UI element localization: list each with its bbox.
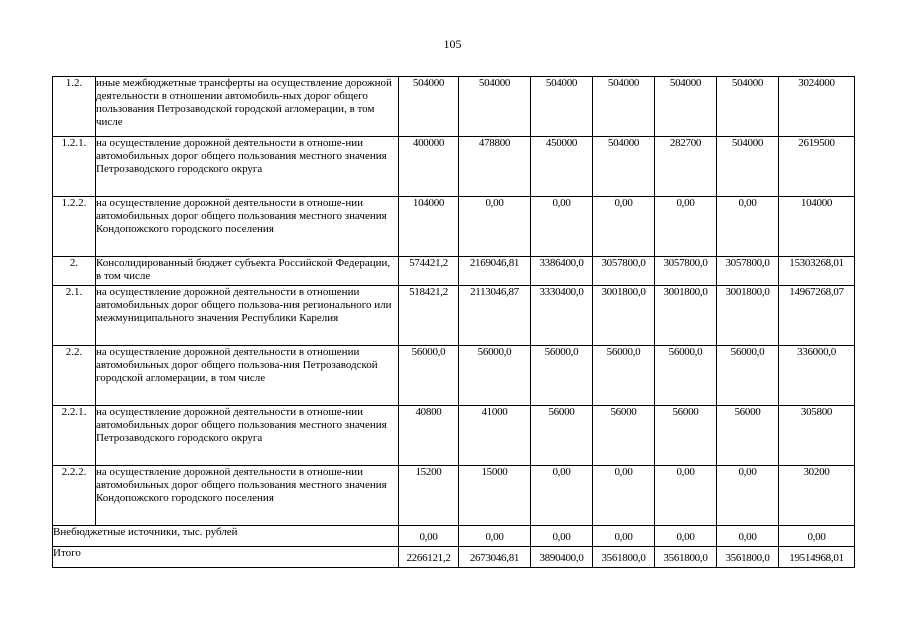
year-value: 3330400,0	[531, 286, 593, 346]
summary-total-value: 19514968,01	[779, 547, 855, 568]
year-value: 56000	[593, 406, 655, 466]
row-total-value: 15303268,01	[779, 257, 855, 286]
row-number: 1.2.1.	[53, 137, 96, 197]
row-description: Консолидированный бюджет субъекта Российской Федерации, в том числе	[96, 257, 399, 286]
row-number: 1.2.	[53, 77, 96, 137]
row-total-value: 14967268,07	[779, 286, 855, 346]
table-row	[53, 77, 855, 137]
summary-total-value: 0,00	[779, 526, 855, 547]
row-total-value: 2619500	[779, 137, 855, 197]
row-description: на осуществление дорожной деятельности в отноше-нии автомобильных дорог общего пользования местного значения Петрозаводского городского округа	[96, 406, 399, 466]
row-total-value: 3024000	[779, 77, 855, 137]
year-value: 15000	[459, 466, 531, 526]
year-value: 56000,0	[399, 346, 459, 406]
year-value: 56000	[655, 406, 717, 466]
summary-value: 2266121,2	[399, 547, 459, 568]
year-value: 0,00	[655, 197, 717, 257]
year-value: 3057800,0	[593, 257, 655, 286]
summary-row	[53, 547, 855, 568]
year-value: 0,00	[593, 197, 655, 257]
summary-label: Внебюджетные источники, тыс. рублей	[53, 526, 399, 547]
summary-value: 0,00	[655, 526, 717, 547]
page-number: 105	[443, 37, 462, 51]
year-value: 0,00	[717, 466, 779, 526]
year-value: 3001800,0	[655, 286, 717, 346]
year-value: 504000	[717, 77, 779, 137]
table-row	[53, 406, 855, 466]
year-value: 504000	[655, 77, 717, 137]
table-row	[53, 197, 855, 257]
year-value: 0,00	[459, 197, 531, 257]
year-value: 0,00	[717, 197, 779, 257]
year-value: 2113046,87	[459, 286, 531, 346]
year-value: 504000	[717, 137, 779, 197]
summary-value: 3561800,0	[655, 547, 717, 568]
year-value: 282700	[655, 137, 717, 197]
summary-value: 0,00	[717, 526, 779, 547]
year-value: 56000	[717, 406, 779, 466]
row-description: на осуществление дорожной деятельности в отноше-нии автомобильных дорог общего пользования местного значения Кондопожского городского поселения	[96, 197, 399, 257]
year-value: 56000,0	[531, 346, 593, 406]
row-number: 2.1.	[53, 286, 96, 346]
row-description: на осуществление дорожной деятельности в отношении автомобильных дорог общего пользова-ния регионального или межмуниципального значения Республики Карелия	[96, 286, 399, 346]
year-value: 41000	[459, 406, 531, 466]
year-value: 0,00	[593, 466, 655, 526]
row-number: 2.2.1.	[53, 406, 96, 466]
year-value: 56000,0	[717, 346, 779, 406]
row-description: на осуществление дорожной деятельности в отноше-нии автомобильных дорог общего пользования местного значения Петрозаводского городского округа	[96, 137, 399, 197]
row-total-value: 30200	[779, 466, 855, 526]
year-value: 56000,0	[655, 346, 717, 406]
row-number: 1.2.2.	[53, 197, 96, 257]
budget-table	[52, 76, 855, 568]
year-value: 0,00	[531, 466, 593, 526]
year-value: 478800	[459, 137, 531, 197]
year-value: 504000	[593, 77, 655, 137]
row-number: 2.2.2.	[53, 466, 96, 526]
summary-value: 0,00	[593, 526, 655, 547]
summary-value: 0,00	[399, 526, 459, 547]
row-total-value: 104000	[779, 197, 855, 257]
row-description: на осуществление дорожной деятельности в отношении автомобильных дорог общего пользова-ния Петрозаводской городской агломерации, в том числе	[96, 346, 399, 406]
year-value: 574421,2	[399, 257, 459, 286]
summary-value: 0,00	[531, 526, 593, 547]
summary-value: 3890400,0	[531, 547, 593, 568]
summary-value: 2673046,81	[459, 547, 531, 568]
year-value: 0,00	[655, 466, 717, 526]
row-description: на осуществление дорожной деятельности в отноше-нии автомобильных дорог общего пользования местного значения Кондопожского городского поселения	[96, 466, 399, 526]
year-value: 40800	[399, 406, 459, 466]
year-value: 56000,0	[593, 346, 655, 406]
summary-label: Итого	[53, 547, 399, 568]
table-row	[53, 346, 855, 406]
year-value: 0,00	[531, 197, 593, 257]
row-total-value: 305800	[779, 406, 855, 466]
table-row	[53, 466, 855, 526]
year-value: 400000	[399, 137, 459, 197]
year-value: 104000	[399, 197, 459, 257]
year-value: 504000	[399, 77, 459, 137]
year-value: 518421,2	[399, 286, 459, 346]
year-value: 3386400,0	[531, 257, 593, 286]
year-value: 3057800,0	[717, 257, 779, 286]
table-row	[53, 137, 855, 197]
row-total-value: 336000,0	[779, 346, 855, 406]
summary-value: 0,00	[459, 526, 531, 547]
year-value: 504000	[531, 77, 593, 137]
row-number: 2.2.	[53, 346, 96, 406]
row-description: иные межбюджетные трансферты на осуществление дорожной деятельности в отношении автомобиль-ных дорог общего пользования Петрозаводской городской агломерации, в том числе	[96, 77, 399, 137]
table-row	[53, 257, 855, 286]
summary-value: 3561800,0	[717, 547, 779, 568]
summary-row	[53, 526, 855, 547]
year-value: 3057800,0	[655, 257, 717, 286]
year-value: 3001800,0	[593, 286, 655, 346]
summary-value: 3561800,0	[593, 547, 655, 568]
year-value: 56000,0	[459, 346, 531, 406]
year-value: 56000	[531, 406, 593, 466]
year-value: 504000	[593, 137, 655, 197]
row-number: 2.	[53, 257, 96, 286]
year-value: 3001800,0	[717, 286, 779, 346]
year-value: 504000	[459, 77, 531, 137]
year-value: 450000	[531, 137, 593, 197]
table-row	[53, 286, 855, 346]
year-value: 2169046,81	[459, 257, 531, 286]
year-value: 15200	[399, 466, 459, 526]
